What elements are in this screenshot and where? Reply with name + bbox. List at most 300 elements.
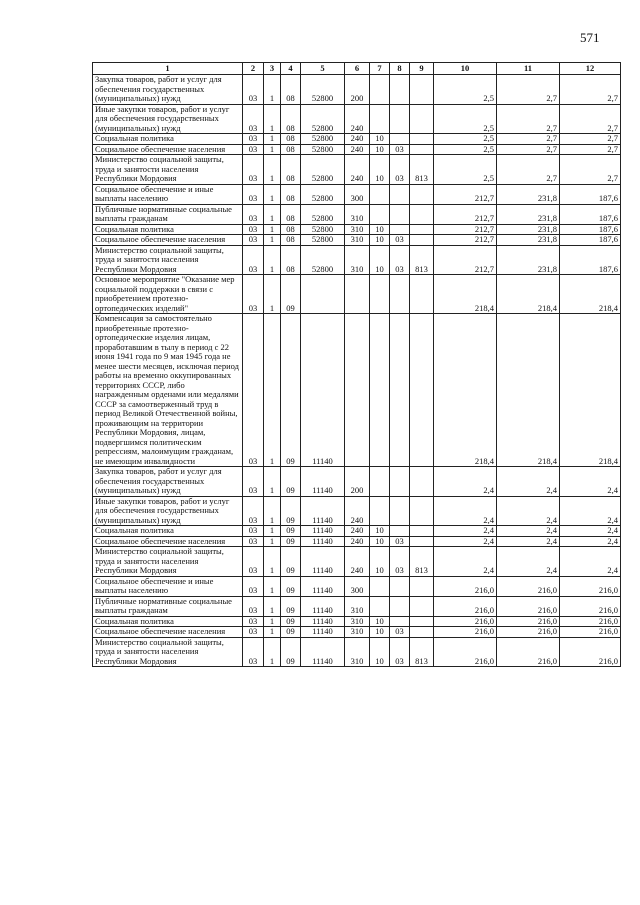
- code-cell: 52800: [301, 184, 345, 204]
- code-cell: 310: [345, 245, 370, 275]
- row-name-cell: Социальная политика: [93, 616, 243, 627]
- code-cell: 08: [281, 75, 301, 105]
- code-cell: 11140: [301, 467, 345, 497]
- code-cell: 03: [390, 245, 410, 275]
- code-cell: 52800: [301, 245, 345, 275]
- amount-cell: 2,7: [560, 104, 621, 134]
- code-cell: 52800: [301, 235, 345, 246]
- code-cell: 240: [345, 547, 370, 577]
- code-cell: 03: [390, 627, 410, 638]
- code-cell: 03: [243, 224, 264, 235]
- amount-cell: 2,5: [434, 155, 497, 185]
- code-cell: 310: [345, 204, 370, 224]
- code-cell: [370, 75, 390, 105]
- code-cell: 03: [243, 596, 264, 616]
- code-cell: [345, 275, 370, 314]
- code-cell: 1: [264, 245, 281, 275]
- table-row: [93, 75, 621, 105]
- code-cell: 310: [345, 235, 370, 246]
- code-cell: 03: [243, 547, 264, 577]
- amount-cell: 2,4: [434, 536, 497, 547]
- code-cell: 240: [345, 144, 370, 155]
- code-cell: 08: [281, 224, 301, 235]
- code-cell: [301, 275, 345, 314]
- code-cell: 10: [370, 637, 390, 667]
- column-header: 8: [390, 63, 410, 75]
- code-cell: 240: [345, 155, 370, 185]
- code-cell: 1: [264, 75, 281, 105]
- row-name-cell: Социальное обеспечение населения: [93, 235, 243, 246]
- code-cell: 10: [370, 245, 390, 275]
- code-cell: [370, 275, 390, 314]
- table-row: [93, 576, 621, 596]
- code-cell: [370, 314, 390, 467]
- code-cell: 200: [345, 75, 370, 105]
- amount-cell: 2,4: [497, 526, 560, 537]
- table-row: [93, 184, 621, 204]
- code-cell: 10: [370, 547, 390, 577]
- table-row: [93, 627, 621, 638]
- amount-cell: 2,7: [497, 134, 560, 145]
- code-cell: 03: [243, 314, 264, 467]
- column-header: 2: [243, 63, 264, 75]
- amount-cell: 231,8: [497, 224, 560, 235]
- row-name-cell: Министерство социальной защиты, труда и занятости населения Республики Мордовия: [93, 637, 243, 667]
- amount-cell: 212,7: [434, 184, 497, 204]
- amount-cell: 2,7: [560, 155, 621, 185]
- table-row: [93, 547, 621, 577]
- row-name-cell: Закупка товаров, работ и услуг для обеспечения государственных (муниципальных) нужд: [93, 467, 243, 497]
- code-cell: 09: [281, 275, 301, 314]
- code-cell: 1: [264, 235, 281, 246]
- code-cell: [390, 596, 410, 616]
- code-cell: 11140: [301, 536, 345, 547]
- code-cell: [370, 104, 390, 134]
- amount-cell: 2,4: [434, 467, 497, 497]
- table-row: [93, 134, 621, 145]
- code-cell: 310: [345, 616, 370, 627]
- column-header: 6: [345, 63, 370, 75]
- code-cell: 08: [281, 184, 301, 204]
- code-cell: 08: [281, 134, 301, 145]
- code-cell: [410, 204, 434, 224]
- row-name-cell: Социальное обеспечение и иные выплаты населению: [93, 184, 243, 204]
- table-row: [93, 224, 621, 235]
- code-cell: 03: [243, 576, 264, 596]
- amount-cell: 2,4: [497, 496, 560, 526]
- code-cell: 03: [243, 144, 264, 155]
- code-cell: 310: [345, 637, 370, 667]
- amount-cell: 216,0: [560, 637, 621, 667]
- code-cell: 10: [370, 616, 390, 627]
- amount-cell: 2,4: [434, 496, 497, 526]
- column-header: 3: [264, 63, 281, 75]
- code-cell: [410, 134, 434, 145]
- amount-cell: 2,4: [560, 467, 621, 497]
- row-name-cell: Социальная политика: [93, 224, 243, 235]
- code-cell: 09: [281, 637, 301, 667]
- column-header: 9: [410, 63, 434, 75]
- code-cell: 03: [243, 245, 264, 275]
- code-cell: 11140: [301, 314, 345, 467]
- code-cell: [410, 467, 434, 497]
- amount-cell: 2,4: [434, 547, 497, 577]
- row-name-cell: Социальная политика: [93, 134, 243, 145]
- code-cell: [370, 204, 390, 224]
- code-cell: 300: [345, 576, 370, 596]
- amount-cell: 212,7: [434, 235, 497, 246]
- code-cell: 240: [345, 526, 370, 537]
- code-cell: 10: [370, 627, 390, 638]
- code-cell: [390, 224, 410, 235]
- amount-cell: 216,0: [560, 576, 621, 596]
- amount-cell: 2,7: [560, 75, 621, 105]
- code-cell: 03: [390, 547, 410, 577]
- amount-cell: 216,0: [497, 637, 560, 667]
- code-cell: 08: [281, 104, 301, 134]
- amount-cell: 216,0: [434, 596, 497, 616]
- code-cell: [410, 496, 434, 526]
- code-cell: 1: [264, 547, 281, 577]
- code-cell: 03: [390, 637, 410, 667]
- code-cell: 09: [281, 536, 301, 547]
- amount-cell: 2,7: [497, 75, 560, 105]
- amount-cell: 2,4: [560, 526, 621, 537]
- code-cell: 08: [281, 245, 301, 275]
- code-cell: 310: [345, 596, 370, 616]
- table-row: [93, 155, 621, 185]
- code-cell: 1: [264, 627, 281, 638]
- code-cell: 08: [281, 235, 301, 246]
- code-cell: [390, 467, 410, 497]
- code-cell: 03: [243, 467, 264, 497]
- code-cell: 11140: [301, 576, 345, 596]
- row-name-cell: Социальное обеспечение населения: [93, 144, 243, 155]
- code-cell: 1: [264, 224, 281, 235]
- amount-cell: 218,4: [434, 314, 497, 467]
- amount-cell: 216,0: [497, 627, 560, 638]
- code-cell: 03: [390, 536, 410, 547]
- amount-cell: 216,0: [434, 576, 497, 596]
- amount-cell: 2,4: [497, 536, 560, 547]
- code-cell: 10: [370, 144, 390, 155]
- code-cell: 240: [345, 496, 370, 526]
- code-cell: [410, 576, 434, 596]
- table-row: [93, 204, 621, 224]
- code-cell: [410, 526, 434, 537]
- code-cell: 1: [264, 496, 281, 526]
- code-cell: 03: [243, 536, 264, 547]
- code-cell: 1: [264, 467, 281, 497]
- code-cell: 10: [370, 536, 390, 547]
- code-cell: 10: [370, 224, 390, 235]
- column-header: 5: [301, 63, 345, 75]
- code-cell: 03: [243, 616, 264, 627]
- amount-cell: 187,6: [560, 184, 621, 204]
- code-cell: 08: [281, 144, 301, 155]
- code-cell: [410, 75, 434, 105]
- code-cell: 52800: [301, 155, 345, 185]
- code-cell: 1: [264, 275, 281, 314]
- code-cell: [390, 75, 410, 105]
- code-cell: 52800: [301, 75, 345, 105]
- code-cell: 09: [281, 496, 301, 526]
- amount-cell: 216,0: [560, 596, 621, 616]
- code-cell: 813: [410, 547, 434, 577]
- code-cell: [410, 104, 434, 134]
- code-cell: 11140: [301, 526, 345, 537]
- budget-table: [92, 62, 621, 667]
- table-row: [93, 235, 621, 246]
- amount-cell: 231,8: [497, 235, 560, 246]
- code-cell: 813: [410, 637, 434, 667]
- amount-cell: 2,7: [560, 144, 621, 155]
- code-cell: [390, 184, 410, 204]
- code-cell: 1: [264, 637, 281, 667]
- amount-cell: 2,7: [497, 144, 560, 155]
- code-cell: 10: [370, 134, 390, 145]
- amount-cell: 2,7: [497, 155, 560, 185]
- code-cell: [390, 496, 410, 526]
- code-cell: 09: [281, 467, 301, 497]
- amount-cell: 212,7: [434, 204, 497, 224]
- amount-cell: 187,6: [560, 245, 621, 275]
- code-cell: [410, 184, 434, 204]
- code-cell: [390, 204, 410, 224]
- code-cell: [390, 275, 410, 314]
- amount-cell: 218,4: [560, 275, 621, 314]
- amount-cell: 187,6: [560, 204, 621, 224]
- code-cell: 03: [243, 134, 264, 145]
- amount-cell: 216,0: [560, 627, 621, 638]
- row-name-cell: Министерство социальной защиты, труда и занятости населения Республики Мордовия: [93, 547, 243, 577]
- row-name-cell: Основное мероприятие "Оказание мер социальной поддержки в связи с приобретением протезно-ортопедических изделий": [93, 275, 243, 314]
- row-name-cell: Министерство социальной защиты, труда и занятости населения Республики Мордовия: [93, 245, 243, 275]
- code-cell: 09: [281, 576, 301, 596]
- code-cell: 03: [390, 155, 410, 185]
- amount-cell: 218,4: [560, 314, 621, 467]
- table-row: [93, 616, 621, 627]
- code-cell: 1: [264, 104, 281, 134]
- code-cell: [410, 224, 434, 235]
- code-cell: 310: [345, 224, 370, 235]
- code-cell: [410, 627, 434, 638]
- amount-cell: 216,0: [434, 637, 497, 667]
- code-cell: [390, 616, 410, 627]
- code-cell: [370, 596, 390, 616]
- amount-cell: 2,4: [560, 536, 621, 547]
- code-cell: 09: [281, 314, 301, 467]
- code-cell: [410, 144, 434, 155]
- column-header: 10: [434, 63, 497, 75]
- code-cell: [390, 526, 410, 537]
- amount-cell: 218,4: [497, 275, 560, 314]
- table-row: [93, 526, 621, 537]
- row-name-cell: Министерство социальной защиты, труда и занятости населения Республики Мордовия: [93, 155, 243, 185]
- code-cell: 1: [264, 526, 281, 537]
- code-cell: 1: [264, 155, 281, 185]
- column-header: 12: [560, 63, 621, 75]
- row-name-cell: Иные закупки товаров, работ и услуг для обеспечения государственных (муниципальных) нужд: [93, 496, 243, 526]
- code-cell: 1: [264, 134, 281, 145]
- amount-cell: 212,7: [434, 224, 497, 235]
- code-cell: [390, 576, 410, 596]
- code-cell: 03: [243, 155, 264, 185]
- code-cell: [410, 596, 434, 616]
- code-cell: 52800: [301, 224, 345, 235]
- code-cell: 11140: [301, 637, 345, 667]
- code-cell: [410, 314, 434, 467]
- amount-cell: 218,4: [497, 314, 560, 467]
- code-cell: 11140: [301, 616, 345, 627]
- amount-cell: 216,0: [434, 616, 497, 627]
- code-cell: 09: [281, 526, 301, 537]
- code-cell: 03: [243, 496, 264, 526]
- column-header: 11: [497, 63, 560, 75]
- amount-cell: 216,0: [434, 627, 497, 638]
- amount-cell: 2,4: [497, 547, 560, 577]
- code-cell: 03: [243, 275, 264, 314]
- amount-cell: 187,6: [560, 235, 621, 246]
- code-cell: [390, 314, 410, 467]
- code-cell: 08: [281, 155, 301, 185]
- table-row: [93, 245, 621, 275]
- page-number: 571: [580, 30, 600, 45]
- code-cell: [410, 235, 434, 246]
- code-cell: 03: [243, 204, 264, 224]
- code-cell: 03: [243, 627, 264, 638]
- code-cell: 1: [264, 184, 281, 204]
- column-header: 7: [370, 63, 390, 75]
- row-name-cell: Социальное обеспечение и иные выплаты населению: [93, 576, 243, 596]
- row-name-cell: Публичные нормативные социальные выплаты гражданам: [93, 596, 243, 616]
- amount-cell: 2,4: [560, 547, 621, 577]
- row-name-cell: Компенсация за самостоятельно приобретенные протезно-ортопедические изделия лицам, проработавшим в тылу в период с 22 июня 1941 года по 9 мая 1945 года не менее шести месяцев, исключая период работы на временно оккупированных территориях СССР, либо награжденным орденами или медалями СССР за самоотверженный труд в период Великой Отечественной войны, проживающим на территории Республики Мордовия, лицам, подвергшимся политическим репрессиям, малоимущим гражданам, не имеющим инвалидности: [93, 314, 243, 467]
- amount-cell: 2,5: [434, 144, 497, 155]
- code-cell: 11140: [301, 627, 345, 638]
- row-name-cell: Социальное обеспечение населения: [93, 536, 243, 547]
- column-header: 1: [93, 63, 243, 75]
- amount-cell: 216,0: [497, 576, 560, 596]
- amount-cell: 231,8: [497, 245, 560, 275]
- code-cell: [410, 275, 434, 314]
- code-cell: 08: [281, 204, 301, 224]
- row-name-cell: Закупка товаров, работ и услуг для обеспечения государственных (муниципальных) нужд: [93, 75, 243, 105]
- code-cell: 310: [345, 627, 370, 638]
- code-cell: 1: [264, 204, 281, 224]
- code-cell: 813: [410, 155, 434, 185]
- table-row: [93, 596, 621, 616]
- code-cell: 52800: [301, 144, 345, 155]
- table-header-row: [93, 63, 621, 75]
- code-cell: 03: [390, 235, 410, 246]
- code-cell: 11140: [301, 596, 345, 616]
- code-cell: 200: [345, 467, 370, 497]
- amount-cell: 231,8: [497, 184, 560, 204]
- code-cell: 52800: [301, 104, 345, 134]
- amount-cell: 2,4: [497, 467, 560, 497]
- amount-cell: 212,7: [434, 245, 497, 275]
- code-cell: 1: [264, 576, 281, 596]
- column-header: 4: [281, 63, 301, 75]
- code-cell: 03: [243, 75, 264, 105]
- table-row: [93, 275, 621, 314]
- code-cell: 03: [390, 144, 410, 155]
- table-row: [93, 314, 621, 467]
- table-row: [93, 496, 621, 526]
- amount-cell: 2,5: [434, 104, 497, 134]
- code-cell: 240: [345, 536, 370, 547]
- table-row: [93, 536, 621, 547]
- code-cell: [390, 134, 410, 145]
- code-cell: 300: [345, 184, 370, 204]
- row-name-cell: Социальная политика: [93, 526, 243, 537]
- code-cell: 52800: [301, 134, 345, 145]
- amount-cell: 2,5: [434, 75, 497, 105]
- code-cell: 10: [370, 235, 390, 246]
- code-cell: 1: [264, 596, 281, 616]
- code-cell: 1: [264, 314, 281, 467]
- code-cell: 03: [243, 184, 264, 204]
- code-cell: 03: [243, 104, 264, 134]
- amount-cell: 218,4: [434, 275, 497, 314]
- code-cell: 10: [370, 155, 390, 185]
- code-cell: 10: [370, 526, 390, 537]
- table-body: [93, 63, 621, 667]
- amount-cell: 231,8: [497, 204, 560, 224]
- table-row: [93, 144, 621, 155]
- code-cell: [390, 104, 410, 134]
- code-cell: 03: [243, 637, 264, 667]
- amount-cell: 2,4: [434, 526, 497, 537]
- code-cell: 1: [264, 536, 281, 547]
- amount-cell: 216,0: [560, 616, 621, 627]
- amount-cell: 187,6: [560, 224, 621, 235]
- code-cell: 240: [345, 104, 370, 134]
- code-cell: [370, 467, 390, 497]
- amount-cell: 2,7: [497, 104, 560, 134]
- code-cell: 09: [281, 627, 301, 638]
- row-name-cell: Социальное обеспечение населения: [93, 627, 243, 638]
- code-cell: [410, 536, 434, 547]
- table-row: [93, 637, 621, 667]
- code-cell: [345, 314, 370, 467]
- amount-cell: 2,5: [434, 134, 497, 145]
- amount-cell: 216,0: [497, 596, 560, 616]
- amount-cell: 2,4: [560, 496, 621, 526]
- table-row: [93, 104, 621, 134]
- code-cell: 09: [281, 616, 301, 627]
- code-cell: 09: [281, 547, 301, 577]
- code-cell: [410, 616, 434, 627]
- amount-cell: 2,7: [560, 134, 621, 145]
- code-cell: 03: [243, 235, 264, 246]
- code-cell: 1: [264, 144, 281, 155]
- code-cell: 03: [243, 526, 264, 537]
- row-name-cell: Иные закупки товаров, работ и услуг для обеспечения государственных (муниципальных) нужд: [93, 104, 243, 134]
- code-cell: 813: [410, 245, 434, 275]
- code-cell: 11140: [301, 547, 345, 577]
- code-cell: 09: [281, 596, 301, 616]
- amount-cell: 216,0: [497, 616, 560, 627]
- code-cell: 1: [264, 616, 281, 627]
- code-cell: [370, 576, 390, 596]
- code-cell: [370, 184, 390, 204]
- code-cell: 240: [345, 134, 370, 145]
- code-cell: 11140: [301, 496, 345, 526]
- code-cell: [370, 496, 390, 526]
- row-name-cell: Публичные нормативные социальные выплаты гражданам: [93, 204, 243, 224]
